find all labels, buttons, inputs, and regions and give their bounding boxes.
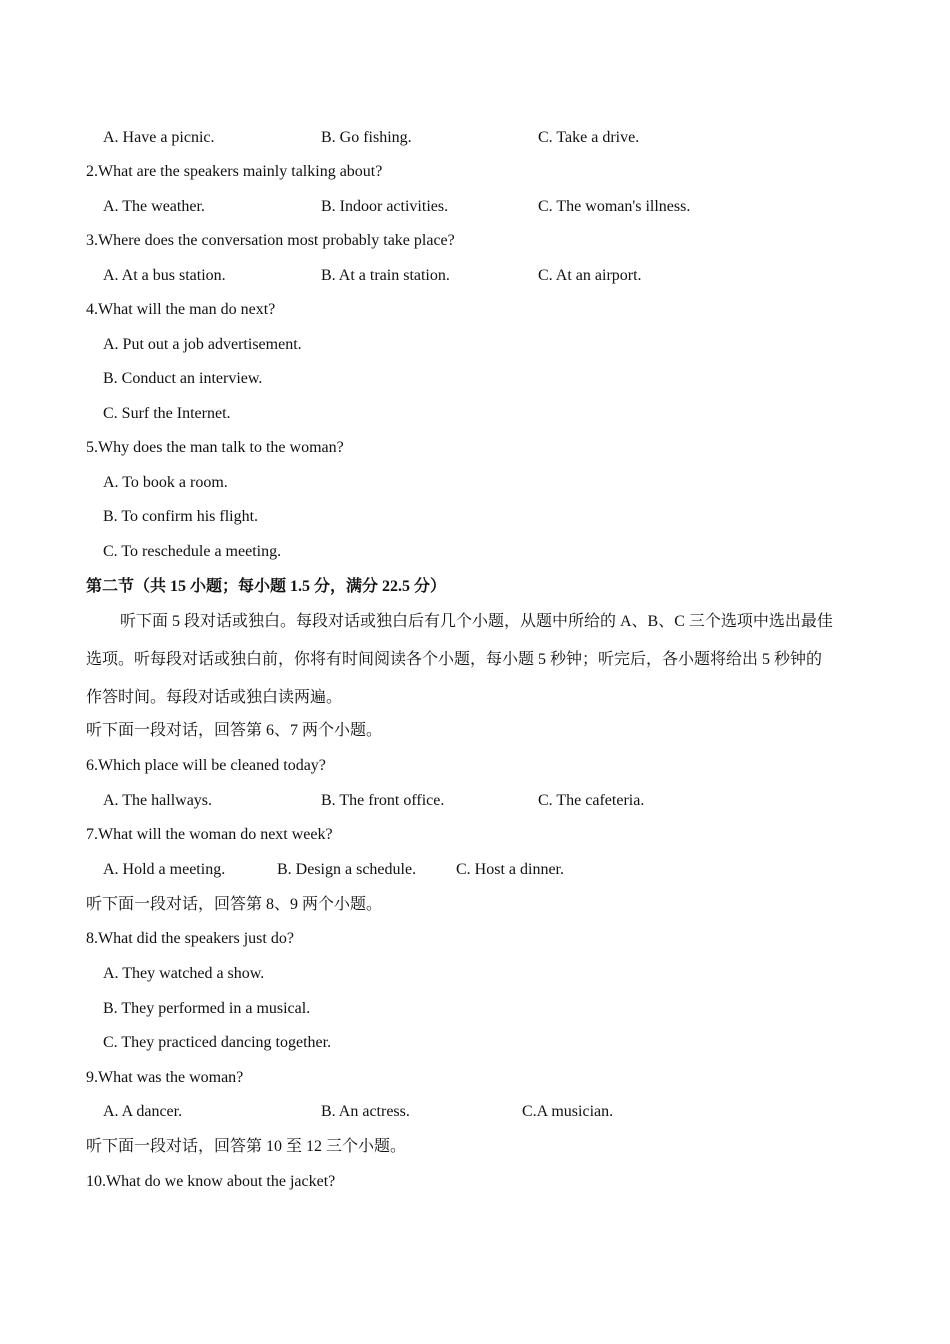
q3-question: 3.Where does the conversation most probably take place? <box>86 232 455 249</box>
intro-q6-q7: 听下面一段对话，回答第 6、7 两个小题。 <box>86 722 383 739</box>
q8-option-a: A. They watched a show. <box>103 965 265 982</box>
q3-option-c: C. At an airport. <box>538 267 642 284</box>
q10-question: 10.What do we know about the jacket? <box>86 1173 336 1190</box>
q4-option-a: A. Put out a job advertisement. <box>103 336 302 353</box>
q5-option-c: C. To reschedule a meeting. <box>103 543 282 560</box>
q1-option-c: C. Take a drive. <box>538 129 640 146</box>
q6-option-c: C. The cafeteria. <box>538 792 645 809</box>
q2-option-c: C. The woman's illness. <box>538 198 691 215</box>
q9-option-a: A. A dancer. <box>103 1103 183 1120</box>
q3-option-b: B. At a train station. <box>321 267 450 284</box>
q7-option-a: A. Hold a meeting. <box>103 861 226 878</box>
q4-option-c: C. Surf the Internet. <box>103 405 231 422</box>
q7-option-c: C. Host a dinner. <box>456 861 564 878</box>
q8-option-c: C. They practiced dancing together. <box>103 1034 332 1051</box>
q9-option-c: C.A musician. <box>522 1103 614 1120</box>
q6-option-a: A. The hallways. <box>103 792 213 809</box>
q6-option-b: B. The front office. <box>321 792 445 809</box>
q9-question: 9.What was the woman? <box>86 1069 244 1086</box>
section2-instruction-line-2: 选项。听每段对话或独白前，你将有时间阅读各个小题，每小题 5 秒钟；听完后，各小题将给出 5 秒钟的 <box>86 651 823 668</box>
q4-question: 4.What will the man do next? <box>86 301 276 318</box>
q9-option-b: B. An actress. <box>321 1103 410 1120</box>
q7-question: 7.What will the woman do next week? <box>86 826 333 843</box>
section2-instruction-line-1: 听下面 5 段对话或独白。每段对话或独白后有几个小题，从题中所给的 A、B、C 三个选项中选出最佳 <box>120 613 833 630</box>
intro-q8-q9: 听下面一段对话，回答第 8、9 两个小题。 <box>86 896 383 913</box>
q8-question: 8.What did the speakers just do? <box>86 930 294 947</box>
q1-option-b: B. Go fishing. <box>321 129 412 146</box>
q8-option-b: B. They performed in a musical. <box>103 1000 311 1017</box>
q2-question: 2.What are the speakers mainly talking about? <box>86 163 383 180</box>
q3-option-a: A. At a bus station. <box>103 267 226 284</box>
intro-q10-q12: 听下面一段对话，回答第 10 至 12 三个小题。 <box>86 1138 407 1155</box>
q1-option-a: A. Have a picnic. <box>103 129 215 146</box>
q4-option-b: B. Conduct an interview. <box>103 370 263 387</box>
q6-question: 6.Which place will be cleaned today? <box>86 757 326 774</box>
section2-instruction-line-3: 作答时间。每段对话或独白读两遍。 <box>86 689 343 706</box>
section2-heading: 第二节（共 15 小题；每小题 1.5 分，满分 22.5 分） <box>86 578 447 595</box>
q7-option-b: B. Design a schedule. <box>277 861 417 878</box>
q2-option-a: A. The weather. <box>103 198 205 215</box>
q5-question: 5.Why does the man talk to the woman? <box>86 439 344 456</box>
q2-option-b: B. Indoor activities. <box>321 198 449 215</box>
q5-option-a: A. To book a room. <box>103 474 228 491</box>
q5-option-b: B. To confirm his flight. <box>103 508 259 525</box>
